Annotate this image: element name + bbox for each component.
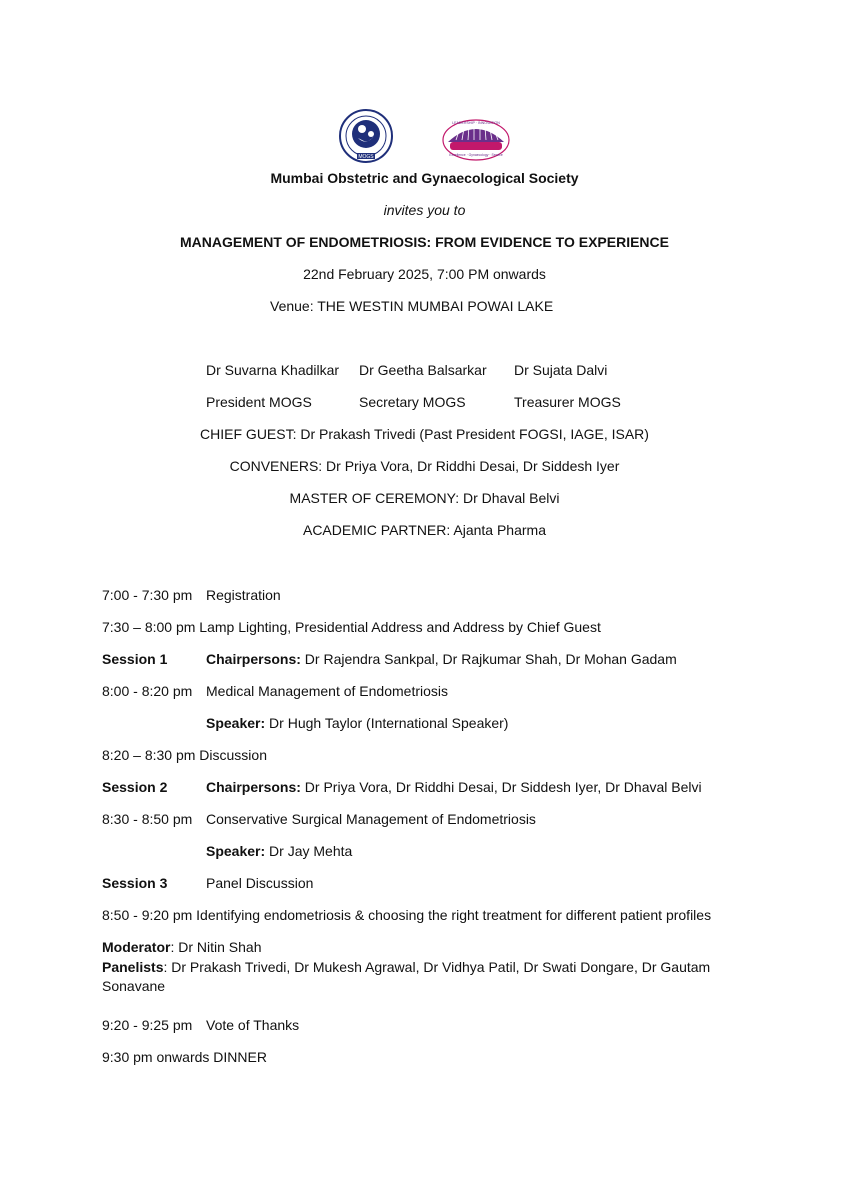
talk-2-title: Conservative Surgical Management of Endometriosis [206,811,536,827]
invites-text: invites you to [383,202,466,218]
chairpersons-names: Dr Priya Vora, Dr Riddhi Desai, Dr Siddesh Iyer, Dr Dhaval Belvi [300,779,702,795]
panelists-label: Panelists [102,959,164,975]
society-name: Mumbai Obstetric and Gynaecological Society [270,170,579,186]
chairpersons-label: Chairpersons: [206,779,301,795]
officer-name-treasurer: Dr Sujata Dalvi [514,362,608,378]
officer-name-president: Dr Suvarna Khadilkar [206,362,340,378]
moderator-name: : Dr Nitin Shah [170,939,262,955]
session-2-chairpersons [206,778,702,796]
speaker-name: Dr Hugh Taylor (International Speaker) [265,715,509,731]
mogs-logo-text: MOGS [358,154,374,160]
talk-2-time: 8:30 - 8:50 pm [102,811,193,827]
event-venue: Venue: THE WESTIN MUMBAI POWAI LAKE [270,298,554,314]
moderator-line [102,938,262,956]
talk-1-title: Medical Management of Endometriosis [206,683,449,699]
panelists-names: : Dr Prakash Trivedi, Dr Mukesh Agrawal, Dr Vidhya Patil, Dr Swati Dongare, Dr Gautam [163,959,711,975]
chairpersons-names: Dr Rajendra Sankpal, Dr Rajkumar Shah, Dr Mohan Gadam [300,651,677,667]
session-1-chairpersons [206,650,677,668]
event-title: MANAGEMENT OF ENDOMETRIOSIS: FROM EVIDENCE TO EXPERIENCE [179,234,669,250]
academic-partner: ACADEMIC PARTNER: Ajanta Pharma [302,522,546,538]
speaker-name: Dr Jay Mehta [265,843,353,859]
master-of-ceremony: MASTER OF CEREMONY: Dr Dhaval Belvi [289,490,560,506]
panel-discussion-line: 8:50 - 9:20 pm Identifying endometriosis & choosing the right treatment for different patient profiles [102,907,712,923]
dinner-line: 9:30 pm onwards DINNER [102,1049,267,1065]
discussion-line: 8:20 – 8:30 pm Discussion [102,747,267,763]
vote-of-thanks-text: Vote of Thanks [206,1017,300,1033]
session-3-title: Panel Discussion [206,875,314,891]
panelists-line [102,958,710,976]
talk-2-speaker [206,842,352,860]
mogs-logo [338,108,394,164]
speaker-label: Speaker: [206,715,266,731]
chief-guest: CHIEF GUEST: Dr Prakash Trivedi (Past President FOGSI, IAGE, ISAR) [200,426,649,442]
inauguration-line: 7:30 – 8:00 pm Lamp Lighting, Presidential Address and Address by Chief Guest [102,619,601,635]
talk-1-speaker [206,714,508,732]
moderator-label: Moderator [102,939,171,955]
officer-role-president: President MOGS [206,394,312,410]
talk-1-time: 8:00 - 8:20 pm [102,683,193,699]
emblem-bottom-text: Excellence · Gynaecology · Service [449,153,503,157]
emblem-top-text: LEADERSHIP · INNOVATION [452,121,500,125]
officer-role-secretary: Secretary MOGS [359,394,466,410]
speaker-label: Speaker: [206,843,266,859]
event-date: 22nd February 2025, 7:00 PM onwards [303,266,546,282]
registration-text: Registration [206,587,281,603]
chairpersons-label: Chairpersons: [206,651,301,667]
panelists-continuation: Sonavane [102,978,166,994]
officer-role-treasurer: Treasurer MOGS [514,394,621,410]
session-2-label: Session 2 [102,779,168,795]
officer-name-secretary: Dr Geetha Balsarkar [359,362,487,378]
session-3-label: Session 3 [102,875,168,891]
conveners: CONVENERS: Dr Priya Vora, Dr Riddhi Desai, Dr Siddesh Iyer [229,458,620,474]
registration-time: 7:00 - 7:30 pm [102,587,193,603]
leadership-emblem-logo [440,118,512,164]
session-1-label: Session 1 [102,651,168,667]
vote-of-thanks-time: 9:20 - 9:25 pm [102,1017,193,1033]
